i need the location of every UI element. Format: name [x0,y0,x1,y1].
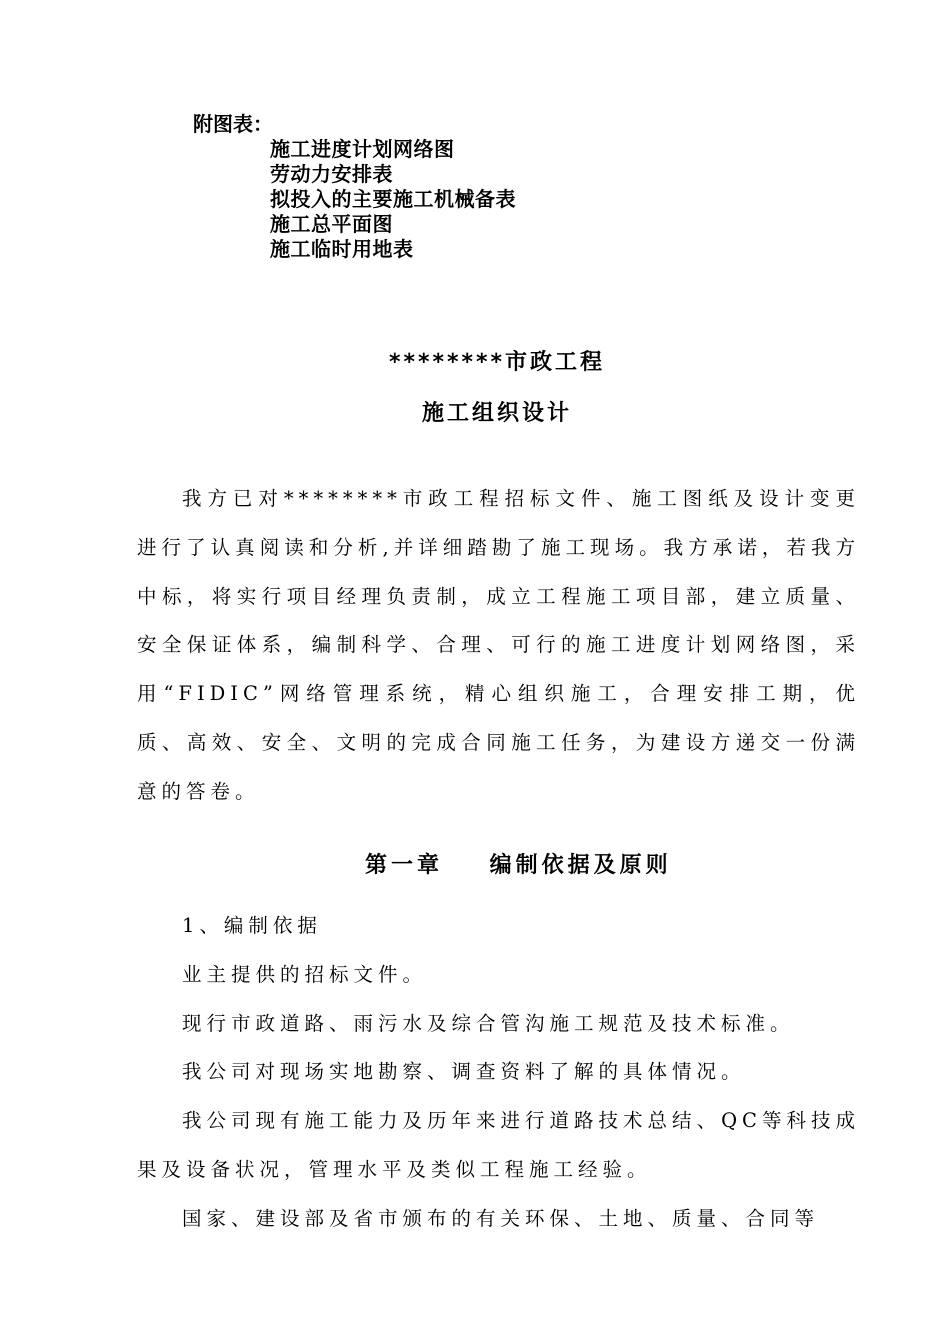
body-paragraph: 国家、建设部及省市颁布的有关环保、土地、质量、合同等 [182,1206,820,1230]
document-subtitle: 施工组织设计 [421,401,572,426]
body-paragraph: 我公司现有施工能力及历年来进行道路技术总结、QC等科技成果及设备状况，管理水平及类似工程施工经验。 [137,1109,860,1181]
chapter-body [137,902,860,1244]
body-paragraph: 我公司对现场实地勘察、调查资料了解的具体情况。 [182,1060,746,1084]
appendix-item: 拟投入的主要施工机械备表 [270,187,516,211]
body-paragraph: 1、编制依据 [182,914,322,937]
intro-section [137,475,860,817]
appendix-heading: 附图表： [193,112,273,136]
intro-paragraph: 我方已对********市政工程招标文件、施工图纸及设计变更进行了认真阅读和分析,并详细踏勘了施工现场。我方承诺，若我方中标，将实行项目经理负责制，成立工程施工项目部，建立质量、安全保证体系，编制科学、合理、可行的施工进度计划网络图，采用“FIDIC”网络管理系统，精心组织施工，合理安排工期，优质、高效、安全、文明的完成合同施工任务，为建设方递交一份满意的答卷。 [137,487,860,803]
appendix-section [193,112,516,262]
document-title: ********市政工程 [388,350,606,375]
appendix-item: 施工临时用地表 [270,237,414,261]
appendix-item: 劳动力安排表 [270,162,393,186]
appendix-item: 施工进度计划网络图 [270,137,455,161]
chapter-heading: 第一章 编制依据及原则 [365,853,672,878]
appendix-list [193,137,516,262]
appendix-item: 施工总平面图 [270,212,393,236]
body-paragraph: 现行市政道路、雨污水及综合管沟施工规范及技术标准。 [182,1011,795,1035]
body-paragraph: 业主提供的招标文件。 [182,962,428,986]
